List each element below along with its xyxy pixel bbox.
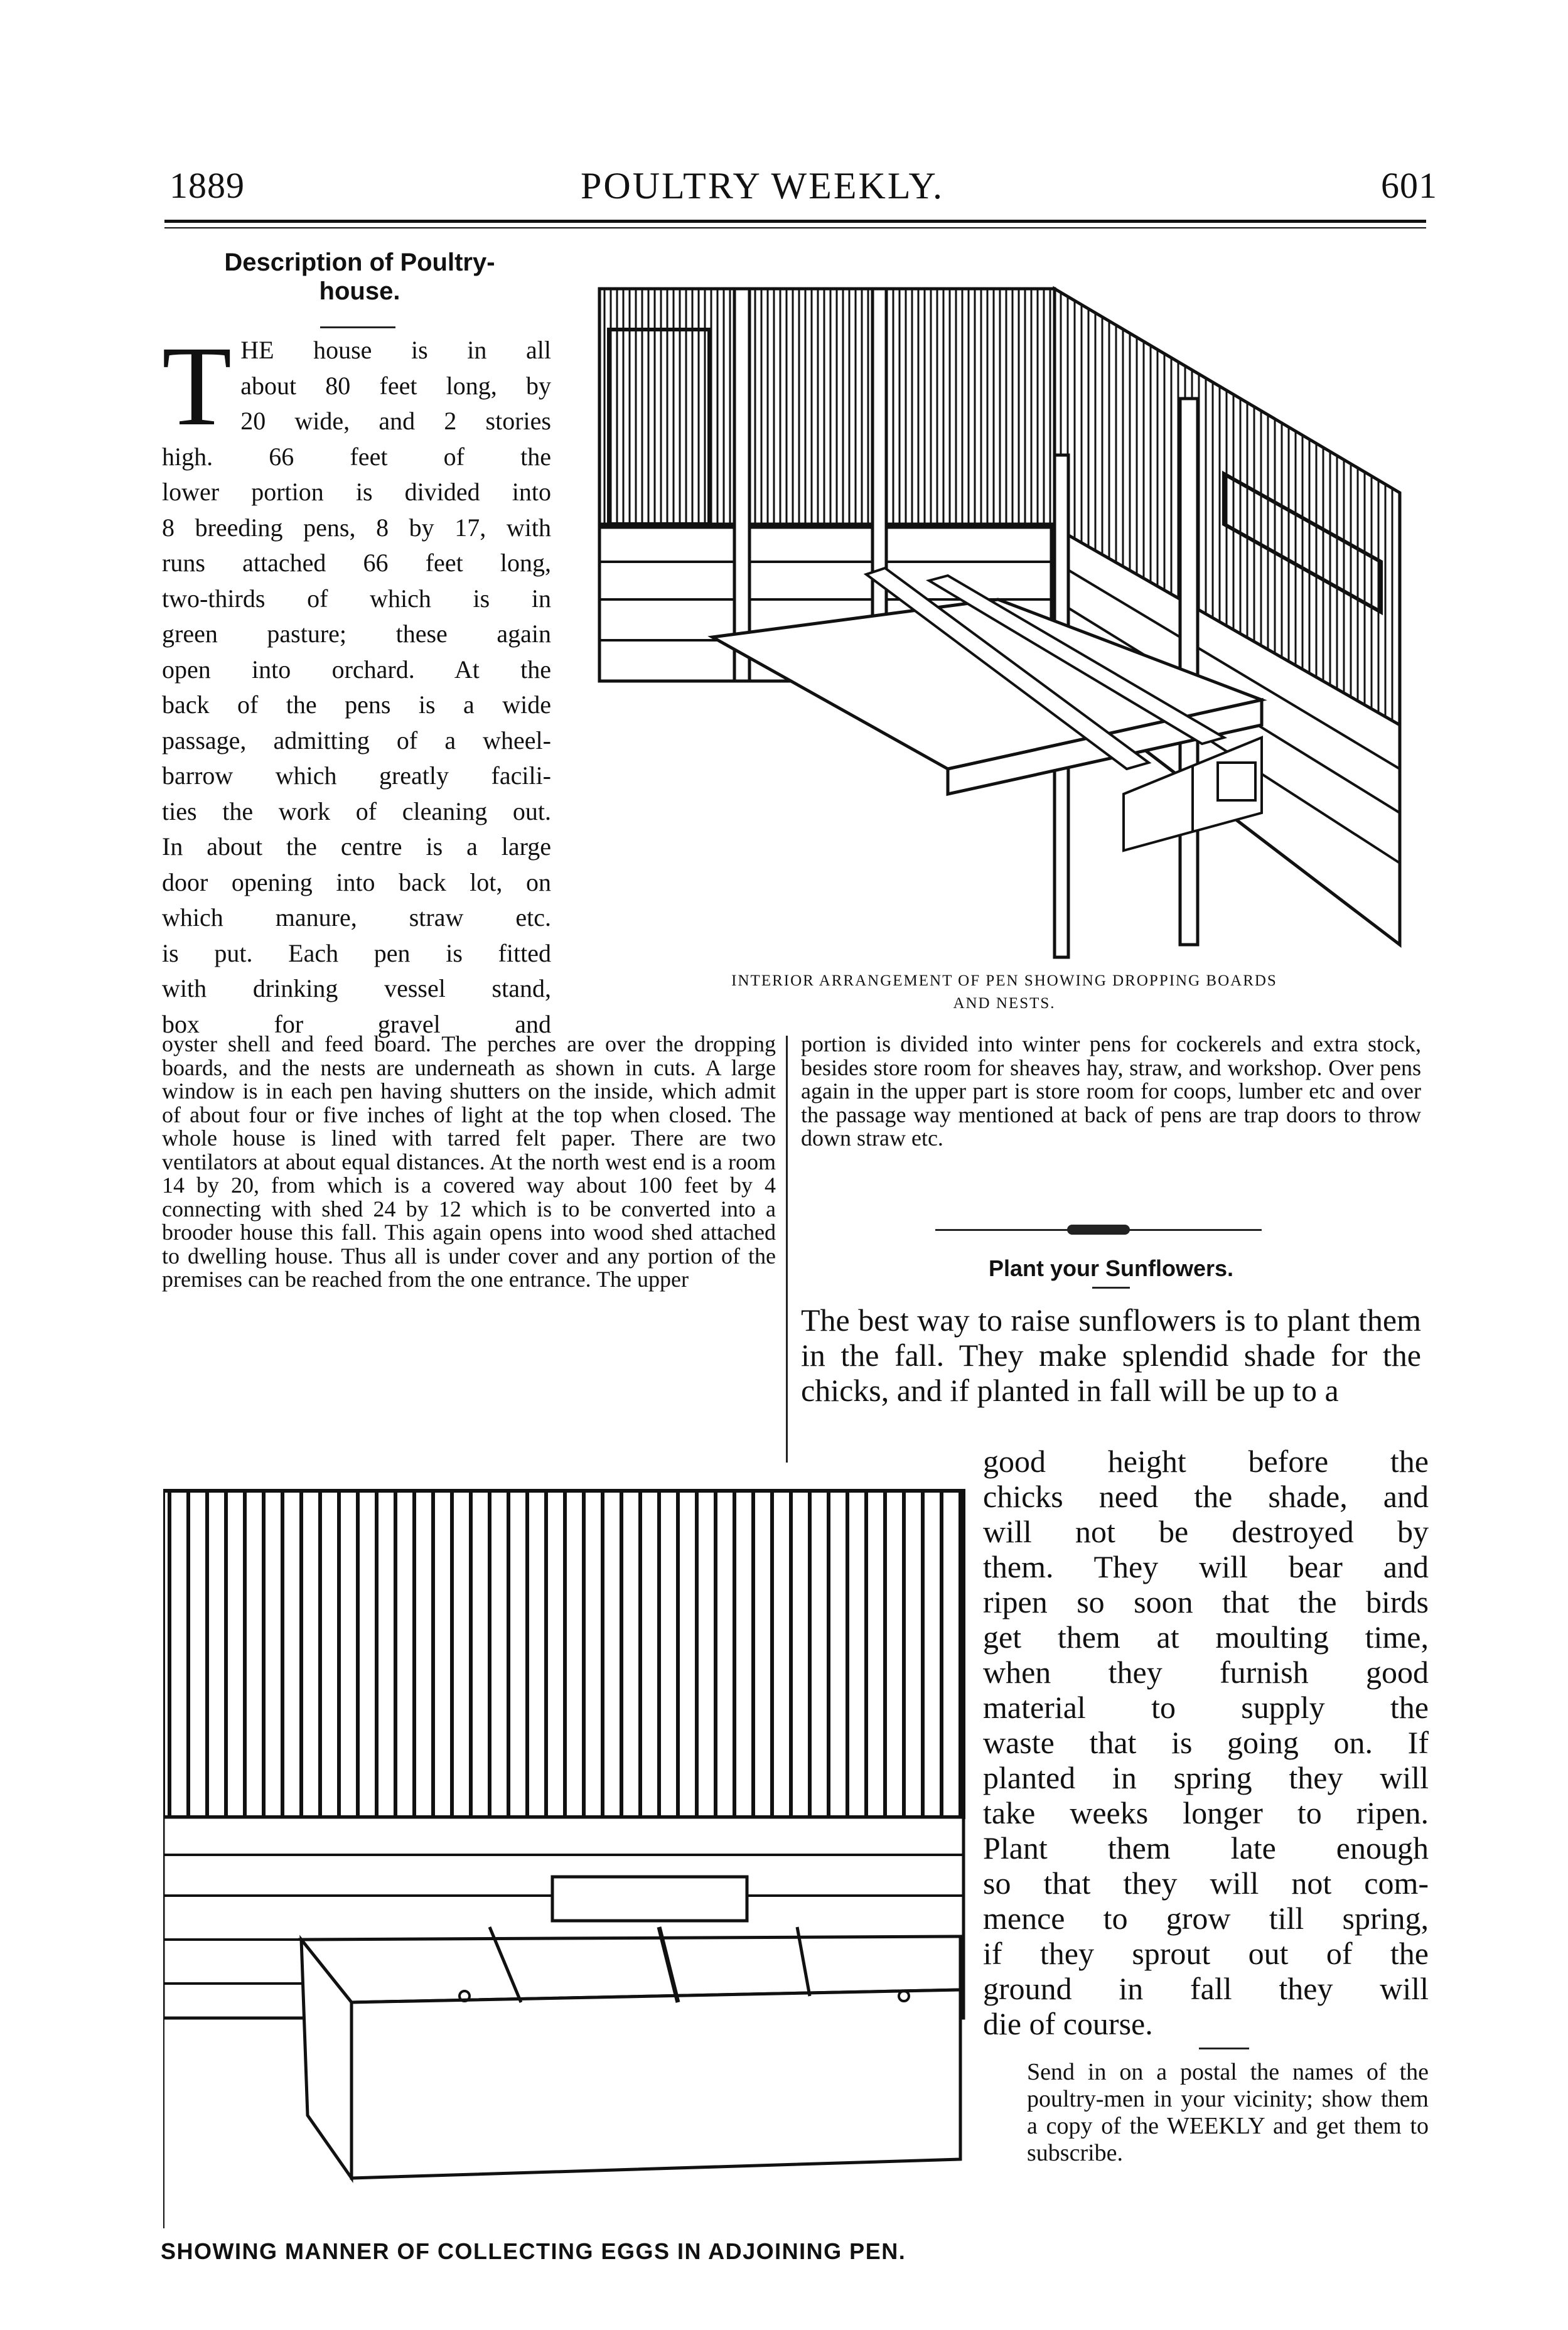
sunflowers-line: mence to grow till spring,: [983, 1901, 1429, 1936]
subscription-notice: Send in on a postal the names of the poultry-men in your vicinity; show them a copy of the WEEKLY and get them to subscribe.: [1027, 2059, 1429, 2166]
article-line: two-thirds of which is in: [162, 584, 551, 613]
figure-collecting-eggs: [163, 1488, 973, 2235]
sunflowers-text-narrow: [983, 1444, 1429, 2041]
figure-interior-caption-line1: INTERIOR ARRANGEMENT OF PEN SHOWING DROPPING BOARDS: [731, 972, 1277, 989]
article-column-narrow: [162, 323, 551, 1042]
sunflowers-text-full: The best way to raise sunflowers is to plant them in the fall. They make splendid shade for the chicks, and if planted in fall will be up to a: [801, 1302, 1421, 1408]
article-column-right: portion is divided into winter pens for cockerels and extra stock, besides store room for sheaves hay, straw, and workshop. Over pens again in the upper part is store room for coops, lumber etc and over the passage way mentioned at back of pens are trap doors to throw down straw etc.: [801, 1031, 1421, 1151]
separator-ornament: [1067, 1225, 1130, 1235]
sunflowers-line: ripen so soon that the birds: [983, 1584, 1429, 1619]
sunflowers-title-divider: [1092, 1287, 1130, 1289]
sunflowers-line: get them at moulting time,: [983, 1619, 1429, 1655]
sunflowers-title: Plant your Sunflowers.: [988, 1255, 1234, 1281]
article-line: In about the centre is a large: [162, 832, 551, 861]
sunflowers-line: material to supply the: [983, 1690, 1429, 1725]
article-line: door opening into back lot, on: [162, 867, 551, 896]
figure-eggs-caption: SHOWING MANNER OF COLLECTING EGGS IN ADJOINING PEN.: [161, 2238, 906, 2264]
column-divider: [786, 1036, 788, 1463]
title-divider: [320, 326, 395, 328]
sunflowers-line: will not be destroyed by: [983, 1514, 1429, 1549]
sunflowers-line: if they sprout out of the: [983, 1936, 1429, 1971]
drop-cap: T: [162, 323, 232, 449]
article-line: with drinking vessel stand,: [162, 974, 551, 1002]
article-line: runs attached 66 feet long,: [162, 549, 551, 577]
article-column-continued: oyster shell and feed board. The perches are over the dropping boards, and the nests are underneath as shown in cuts. A large window is in each pen having shutters on the inside, which admit of about four or five inches of light at the top when closed. The whole house is lined with tarred felt paper. There are two ventilators at about equal distances. At the north west end is a room 14 by 20, from which is a covered way about 100 feet by 4 connecting with shed 24 by 12 which is to be converted into a brooder house this fall. This again opens into wood shed attached to dwelling house. Thus all is under cover and any portion of the premises can be reached from the one entrance. The upper: [162, 1031, 776, 1292]
figure-interior-caption-line2: AND NESTS.: [953, 995, 1056, 1012]
publication-title: POULTRY WEEKLY.: [581, 165, 945, 207]
article-line: ties the work of cleaning out.: [162, 797, 551, 825]
article-line: green pasture; these again: [162, 620, 551, 648]
notice-divider: [1199, 2048, 1249, 2049]
figure-interior-caption: [584, 970, 1425, 1015]
sunflowers-line: so that they will not com-: [983, 1866, 1429, 1901]
sunflowers-line: planted in spring they will: [983, 1760, 1429, 1795]
sunflowers-line: chicks need the shade, and: [983, 1479, 1429, 1514]
article-line: about 80 feet long, by: [240, 371, 551, 400]
article-line: high. 66 feet of the: [162, 442, 551, 471]
article-title-line2: house.: [319, 277, 400, 305]
article-line: open into orchard. At the: [162, 655, 551, 684]
article-line: passage, admitting of a wheel-: [162, 726, 551, 754]
article-line: box for gravel and: [162, 1009, 551, 1038]
sunflowers-line: them. They will bear and: [983, 1549, 1429, 1584]
article-title: [168, 248, 551, 306]
sunflowers-line: Plant them late enough: [983, 1830, 1429, 1866]
article-line: is put. Each pen is fitted: [162, 938, 551, 967]
figure-interior-pen: [596, 286, 1425, 964]
header-rule-thick: [164, 220, 1426, 223]
sunflowers-line: waste that is going on. If: [983, 1725, 1429, 1760]
sunflowers-line: when they furnish good: [983, 1655, 1429, 1690]
article-line: which manure, straw etc.: [162, 903, 551, 931]
article-line: HE house is in all: [240, 336, 551, 364]
article-line: 20 wide, and 2 stories: [240, 407, 551, 435]
issue-year: 1889: [169, 165, 245, 206]
article-line: 8 breeding pens, 8 by 17, with: [162, 513, 551, 542]
header-rule-thin: [164, 227, 1426, 228]
sunflowers-line: die of course.: [983, 2006, 1153, 2041]
article-line: barrow which greatly facili-: [162, 761, 551, 790]
sunflowers-line: good height before the: [983, 1444, 1429, 1479]
article-title-line1: Description of Poultry-: [224, 249, 495, 276]
sunflowers-line: take weeks longer to ripen.: [983, 1795, 1429, 1830]
article-line: back of the pens is a wide: [162, 690, 551, 719]
sunflowers-line: ground in fall they will: [983, 1971, 1429, 2006]
article-line: lower portion is divided into: [162, 478, 551, 506]
page-number: 601: [1381, 165, 1437, 206]
